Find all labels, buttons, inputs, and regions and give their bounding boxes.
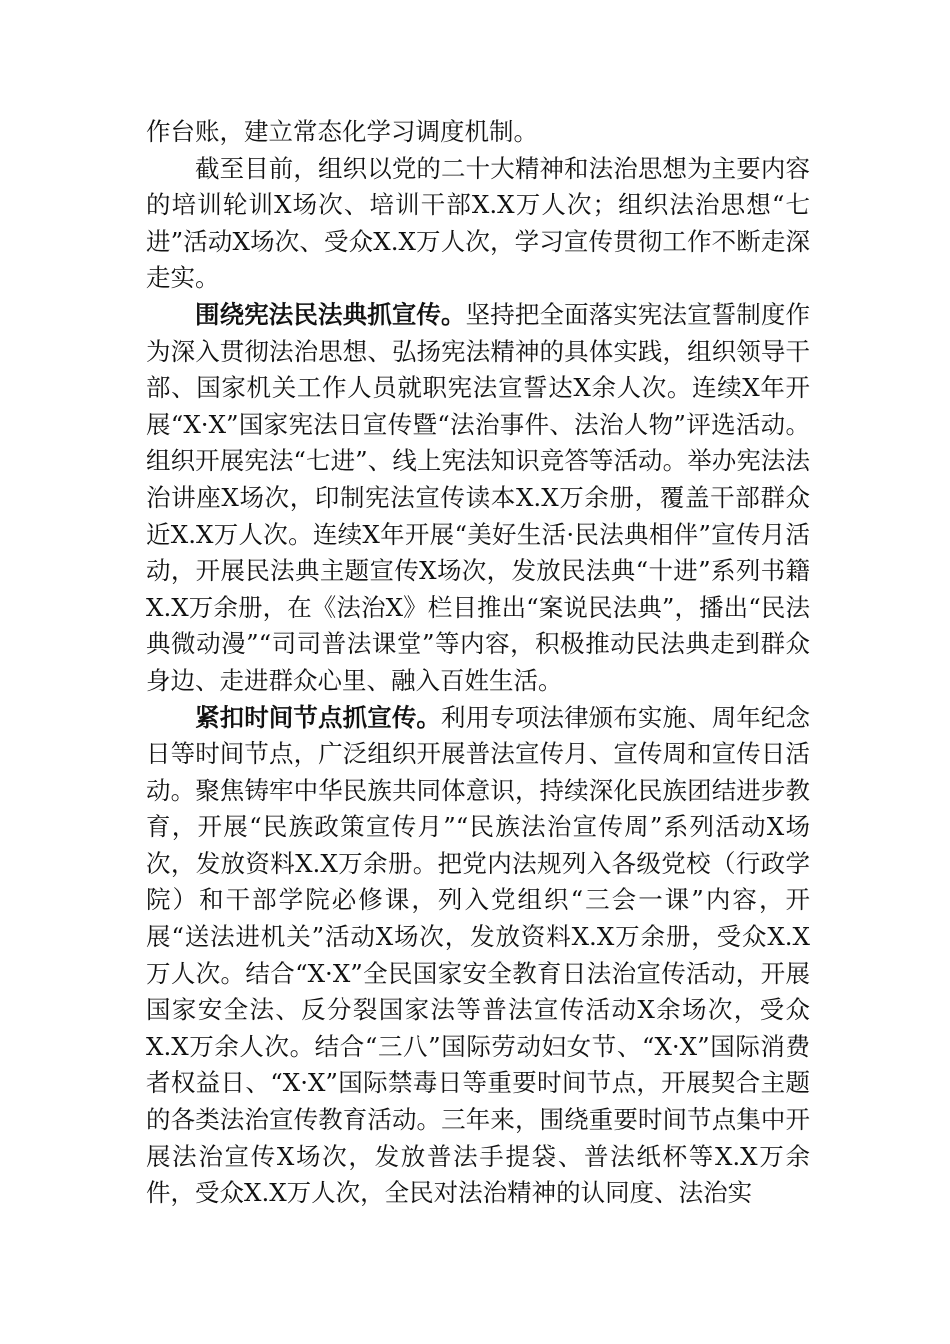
paragraph-text: 截至目前，组织以党的二十大精神和法治思想为主要内容的培训轮训X场次、培训干部X.X万人次；组织法治思想“七进”活动X场次、受众X.X万人次，学习宣传贯彻工作不断走深走实。 xyxy=(146,153,810,293)
document-page xyxy=(146,114,810,1212)
paragraph-time-nodes xyxy=(146,700,810,1212)
paragraph-constitution-civil-code xyxy=(146,297,810,700)
paragraph-continuation xyxy=(146,114,810,151)
paragraph-lead-heading: 围绕宪法民法典抓宣传。 xyxy=(195,299,466,329)
paragraph-text: 坚持把全面落实宪法宣誓制度作为深入贯彻法治思想、弘扬宪法精神的具体实践，组织领导干部、国家机关工作人员就职宪法宣誓达X余人次。连续X年开展“X·X”国家宪法日宣传暨“法治事件、法治人物”评选活动。组织开展宪法“七进”、线上宪法知识竞答等活动。举办宪法法治讲座X场次，印制宪法宣传读本X.X万余册，覆盖干部群众近X.X万人次。连续X年开展“美好生活·民法典相伴”宣传月活动，开展民法典主题宣传X场次，发放民法典“十进”系列书籍X.X万余册，在《法治X》栏目推出“案说民法典”，播出“民法典微动漫”“司司普法课堂”等内容，积极推动民法典走到群众身边、走进群众心里、融入百姓生活。 xyxy=(146,299,811,695)
paragraph-text: 利用专项法律颁布实施、周年纪念日等时间节点，广泛组织开展普法宣传月、宣传周和宣传日活动。聚焦铸牢中华民族共同体意识，持续深化民族团结进步教育，开展“民族政策宣传月”“民族法治宣传周”系列活动X场次，发放资料X.X万余册。把党内法规列入各级党校（行政学院）和干部学院必修课，列入党组织“三会一课”内容，开展“送法进机关”活动X场次，发放资料X.X万余册，受众X.X万人次。结合“X·X”全民国家安全教育日法治宣传活动，开展国家安全法、反分裂国家法等普法宣传活动X余场次，受众X.X万余人次。结合“三八”国际劳动妇女节、“X·X”国际消费者权益日、“X·X”国际禁毒日等重要时间节点，开展契合主题的各类法治宣传教育活动。三年来，围绕重要时间节点集中开展法治宣传X场次，发放普法手提袋、普法纸杯等X.X万余件，受众X.X万人次，全民对法治精神的认同度、法治实 xyxy=(146,702,811,1208)
paragraph-lead-heading: 紧扣时间节点抓宣传。 xyxy=(195,702,442,732)
paragraph-text: 作台账，建立常态化学习调度机制。 xyxy=(146,117,538,146)
paragraph-training-summary xyxy=(146,151,810,297)
